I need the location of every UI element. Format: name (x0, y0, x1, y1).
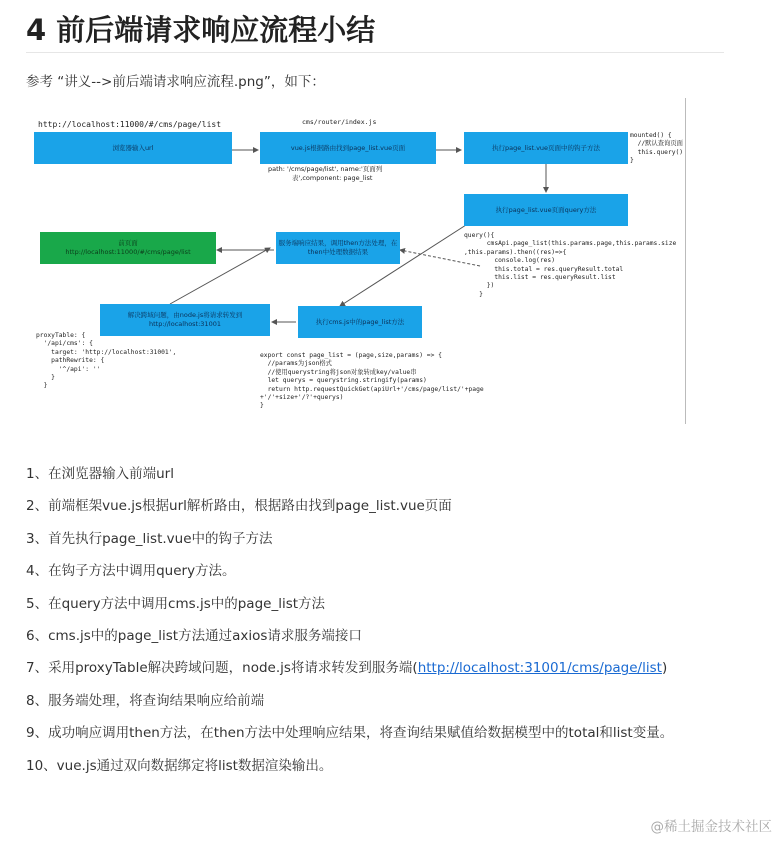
watermark: @稀土掘金技术社区 (650, 819, 772, 835)
box-cmsjs-method: 执行cms.js中的page_list方法 (298, 306, 422, 338)
box-hook-method: 执行page_list.vue页面中的钩子方法 (464, 132, 628, 164)
step-item (26, 626, 766, 658)
router-file-label: cms/router/index.js (302, 118, 377, 126)
box-vue-route: vue.js根据路由找到page_list.vue页面 (260, 132, 436, 164)
step-list (26, 464, 766, 788)
frontend-page-title: 前页面 (118, 239, 138, 247)
route-path-label: path: '/cms/page/list', name:'页面列 (268, 165, 383, 173)
frontend-page-url: http://localhost:11000/#/cms/page/list (65, 248, 191, 256)
page-title: 4 前后端请求响应流程小结 (26, 13, 376, 47)
step-item (26, 756, 766, 788)
step-item (26, 658, 766, 690)
step-item (26, 594, 766, 626)
proxy-table-code: proxyTable: { '/api/cms': { target: 'http://localhost:31001', pathRewrite: { '^/api': '' } } (36, 332, 177, 390)
query-code: query(){ cmsApi.page_list(this.params.page,this.params.size ,this.params).then((res)=>{ console.log(res) this.total = res.queryResult.total this.list = res.queryResult.list }) } (464, 232, 677, 298)
intro-text: 参考 “讲义-->前后端请求响应流程.png”，如下： (26, 74, 325, 90)
box-query-method: 执行page_list.vue页面query方法 (464, 194, 628, 226)
step-text: 5、在query方法中调用cms.js中的page_list方法 (26, 595, 326, 612)
title-divider (26, 52, 724, 53)
step-item (26, 496, 766, 528)
step-text: 3、首先执行page_list.vue中的钩子方法 (26, 530, 273, 547)
server-url-link[interactable]: http://localhost:31001/cms/page/list (417, 660, 662, 677)
step-item (26, 529, 766, 561)
flow-diagram (30, 98, 686, 424)
step-text: 9、成功响应调用then方法，在then方法中处理响应结果，将查询结果赋值给数据模型中的total和list变量。 (26, 725, 674, 742)
box-server-response: 服务端响应结果，调用then方法处理，在then中处理数据结果 (276, 232, 400, 264)
step-item (26, 464, 766, 496)
step-text: 4、在钩子方法中调用query方法。 (26, 563, 236, 580)
step-suffix: ) (661, 660, 668, 677)
step-text: 7、采用proxyTable解决跨域问题，node.js将请求转发到服务端( (26, 660, 418, 677)
route-component-label: 表',component: page_list (292, 174, 373, 182)
url-label: http://localhost:11000/#/cms/page/list (38, 120, 222, 129)
step-text: 6、cms.js中的page_list方法通过axios请求服务端接口 (26, 627, 362, 644)
export-code: export const page_list = (page,size,params) => { //params为json格式 //使用querystring将json对象转成key/value串 let querys = querystring.stringify(params) return http.requestQuickGet(apiUrl+'/cms/page/list/'+page +'/'+size+'/?'+querys) } (260, 352, 484, 410)
step-text: 10、vue.js通过双向数据绑定将list数据渲染输出。 (26, 757, 333, 774)
step-item (26, 723, 766, 755)
step-text: 2、前端框架vue.js根据url解析路由，根据路由找到page_list.vue页面 (26, 498, 452, 515)
step-item (26, 561, 766, 593)
mounted-code: mounted() { //默认查询页面 this.query() } (630, 132, 684, 165)
step-text: 1、在浏览器输入前端url (26, 466, 174, 482)
box-proxy-forward: 解决跨域问题，由node.js将请求转发到 http://localhost:31001 (100, 304, 270, 336)
step-item (26, 691, 766, 723)
box-browser-input: 浏览器输入url (34, 132, 232, 164)
step-text: 8、服务端处理，将查询结果响应给前端 (26, 692, 265, 709)
diagram-edge-line (685, 98, 686, 424)
box-frontend-page (40, 232, 216, 264)
